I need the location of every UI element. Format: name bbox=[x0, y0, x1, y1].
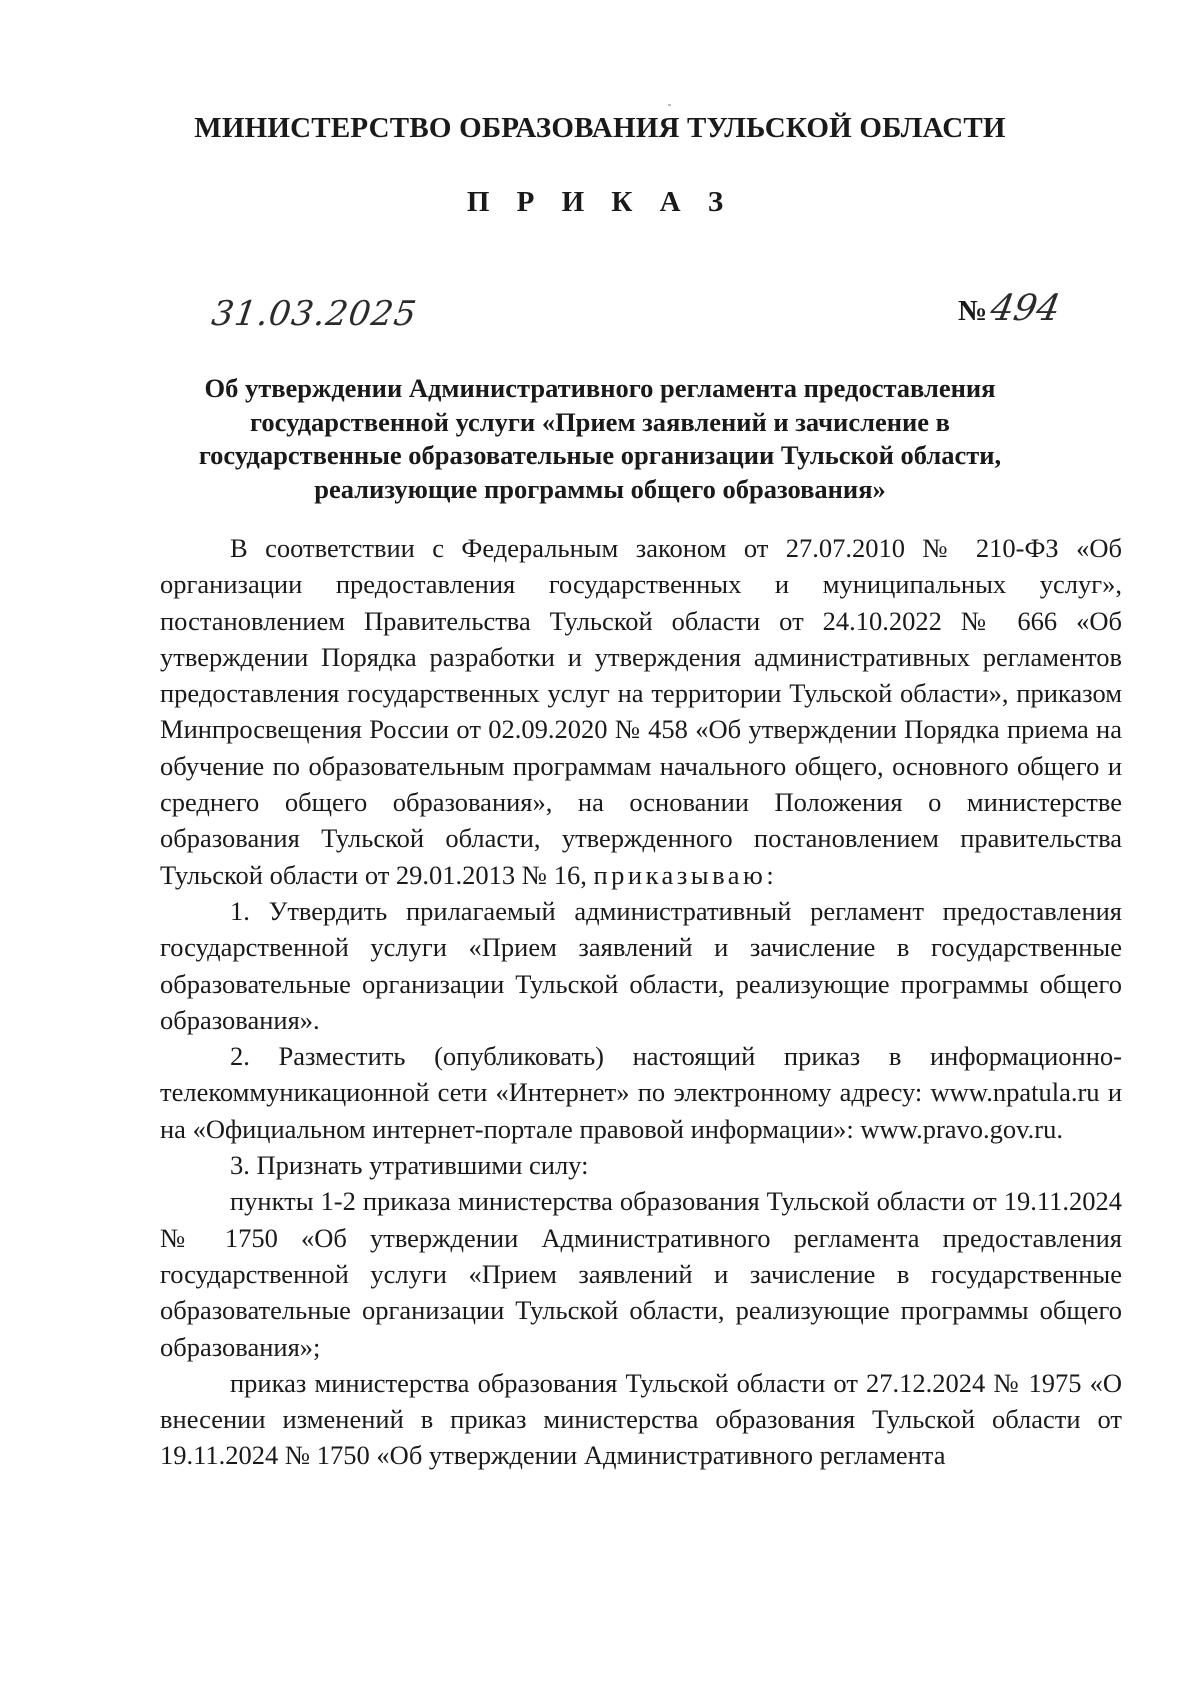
order-body bbox=[160, 530, 1122, 1474]
handwritten-number: 494 bbox=[987, 288, 1064, 329]
item-1: 1. Утвердить прилагаемый административный регламент предоставления государственной услуги «Прием заявлений и зачисление в государственные образовательные организации Тульской области, реализующие программы общего образования». bbox=[160, 895, 1122, 1035]
order-title: Об утверждении Административного регламента предоставления государственной услуги «Прием заявлений и зачисление в государственные образовательные организации Тульской области, реализующие программы общего образования» bbox=[198, 373, 1002, 504]
item-3-subitem-b: приказ министерства образования Тульской области от 27.12.2024 № 1975 «О внесении изменений в приказ министерства образования Тульской области от 19.11.2024 № 1750 «Об утверждении Административного регламента bbox=[160, 1367, 1122, 1471]
handwritten-date: 31.03.2025 bbox=[209, 294, 420, 334]
preamble-paragraph bbox=[160, 530, 1122, 893]
item-2: 2. Разместить (опубликовать) настоящий приказ в информационно-телекоммуникационной сети «Интернет» по электронному адресу: www.npatula.ru и на «Официальном интернет-портале правовой информации»: www.pravo.gov.ru. bbox=[160, 1041, 1122, 1144]
order-number bbox=[958, 288, 1064, 329]
decree-word: приказываю: bbox=[593, 859, 778, 890]
number-sign: № bbox=[958, 295, 988, 327]
item-3-subitem-a: пункты 1-2 приказа министерства образования Тульской области от 19.11.2024 № 1750 «Об утверждении Административного регламента предоставления государственной услуги «Прием заявлений и зачисление в государственные образовательные организации Тульской области, реализующие программы общего образования»; bbox=[160, 1186, 1122, 1362]
ministry-name: МИНИСТЕРСТВО ОБРАЗОВАНИЯ ТУЛЬСКОЙ ОБЛАСТИ bbox=[194, 112, 1006, 144]
scan-artifact bbox=[668, 104, 671, 106]
document-type: П Р И К А З bbox=[466, 186, 734, 218]
item-3: 3. Признать утратившими силу: bbox=[230, 1150, 589, 1181]
preamble-text: В соответствии с Федеральным законом от 27.07.2010 № 210-ФЗ «Об организации предоставления государственных и муниципальных услуг», постановлением Правительства Тульской области от 24.10.2022 № 666 «Об утверждении Порядка разработки и утверждения административных регламентов предоставления государственных услуг на территории Тульской области», приказом Минпросвещения России от 02.09.2020 № 458 «Об утверждении Порядка приема на обучение по образовательным программам начального общего, основного общего и среднего общего образования», на основании Положения о министерстве образования Тульской области, утвержденного постановлением правительства Тульской области от 29.01.2013 № 16, bbox=[160, 533, 1122, 890]
